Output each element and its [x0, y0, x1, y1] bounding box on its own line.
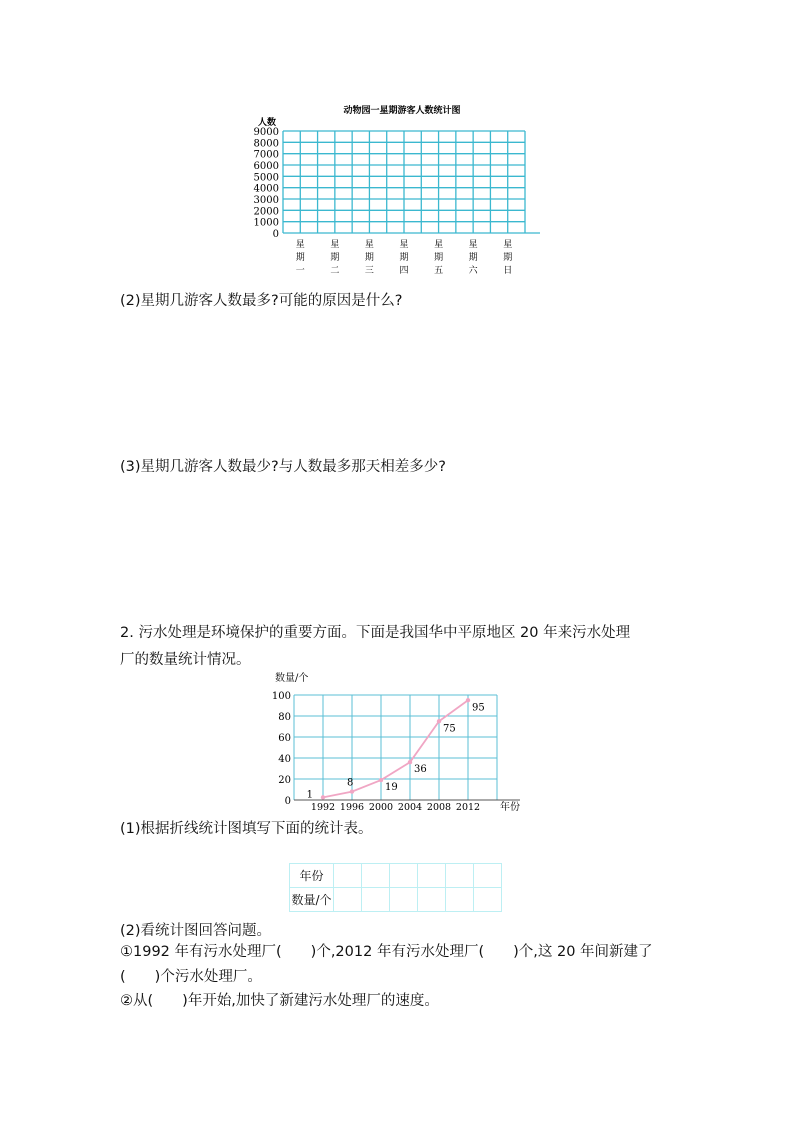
chart-title: 动物园一星期游客人数统计图 — [343, 106, 461, 116]
data-label: 1 — [306, 789, 313, 801]
x-tick-label: 2004 — [397, 802, 423, 813]
x-tick-label: 期 — [330, 253, 340, 263]
y-tick-label: 7000 — [253, 149, 279, 161]
x-tick-label: 星 — [468, 240, 478, 250]
subquestion-2a-line1: ①1992 年有污水处理厂( )个,2012 年有污水处理厂( )个,这 20 年间新建了 — [120, 944, 653, 960]
data-point — [350, 789, 354, 793]
y-tick-label: 3000 — [253, 195, 279, 206]
x-tick-label: 星 — [364, 240, 374, 250]
x-tick-label: 2012 — [455, 802, 481, 813]
y-tick-label: 1000 — [253, 217, 279, 229]
data-point — [466, 698, 470, 702]
table-cell[interactable] — [390, 888, 418, 912]
x-tick-label: 期 — [434, 253, 444, 263]
x-tick-label: 1996 — [339, 802, 365, 813]
table-cell[interactable] — [362, 888, 390, 912]
table-cell[interactable] — [362, 864, 390, 888]
table-row — [290, 864, 502, 888]
x-tick-label: 期 — [295, 253, 305, 263]
data-label: 36 — [414, 764, 427, 776]
x-tick-label: 星 — [503, 240, 513, 250]
y-tick-label: 5000 — [253, 172, 279, 184]
x-tick-label: 星 — [330, 240, 340, 250]
question-3: (3)星期几游客人数最少?与人数最多那天相差多少? — [120, 459, 446, 475]
subquestion-2a-line2: ( )个污水处理厂。 — [120, 969, 262, 985]
question-2: (2)星期几游客人数最多?可能的原因是什么? — [120, 293, 403, 309]
table-cell[interactable] — [418, 888, 446, 912]
data-point — [437, 719, 441, 723]
table-cell[interactable] — [446, 888, 474, 912]
table-cell[interactable] — [390, 864, 418, 888]
fill-in-table — [289, 863, 502, 912]
problem-2-line1: 2. 污水处理是环境保护的重要方面。下面是我国华中平原地区 20 年来污水处理 — [120, 625, 631, 641]
data-label: 19 — [385, 782, 398, 794]
data-label: 95 — [472, 702, 485, 714]
x-tick-label: 2008 — [426, 802, 452, 813]
x-tick-label: 星 — [399, 240, 409, 250]
data-point — [379, 778, 383, 782]
x-tick-label: 日 — [503, 266, 513, 276]
data-point — [321, 795, 325, 799]
y-tick-label: 60 — [278, 733, 291, 744]
subquestion-2b: ②从( )年开始,加快了新建污水处理厂的速度。 — [120, 993, 439, 1009]
x-tick-label: 二 — [330, 266, 340, 276]
table-cell[interactable] — [474, 864, 502, 888]
y-tick-label: 4000 — [253, 183, 279, 195]
x-tick-label: 三 — [364, 266, 374, 276]
x-tick-label: 星 — [434, 240, 444, 250]
x-tick-label: 2000 — [368, 802, 394, 813]
table-cell[interactable] — [418, 864, 446, 888]
y-tick-label: 100 — [271, 691, 291, 702]
y-tick-label: 6000 — [253, 161, 279, 172]
y-tick-label: 0 — [284, 796, 291, 807]
table-cell[interactable] — [334, 888, 362, 912]
x-tick-label: 四 — [399, 266, 409, 276]
table-row — [290, 888, 502, 912]
data-label: 75 — [443, 723, 456, 735]
problem-2-line2: 厂的数量统计情况。 — [120, 652, 251, 668]
row-header-count: 数量/个 — [290, 888, 334, 912]
x-tick-label: 一 — [295, 266, 305, 276]
subquestion-1: (1)根据折线统计图填写下面的统计表。 — [120, 821, 373, 837]
table-cell[interactable] — [334, 864, 362, 888]
x-tick-label: 五 — [434, 266, 444, 276]
y-axis-label: 人数 — [258, 118, 277, 128]
subquestion-2: (2)看统计图回答问题。 — [120, 923, 272, 939]
x-tick-label: 期 — [364, 253, 374, 263]
x-tick-label: 1992 — [310, 802, 336, 813]
y-tick-label: 20 — [278, 775, 291, 786]
y-tick-label: 0 — [272, 229, 279, 240]
x-tick-label: 期 — [503, 253, 513, 263]
y-tick-label: 8000 — [253, 138, 279, 150]
y-tick-label: 40 — [278, 754, 291, 765]
y-tick-label: 9000 — [253, 127, 279, 138]
x-tick-label: 六 — [468, 266, 478, 276]
data-label: 8 — [347, 777, 354, 789]
y-tick-label: 2000 — [253, 206, 279, 218]
x-tick-label: 星 — [295, 240, 305, 250]
row-header-year: 年份 — [290, 864, 334, 888]
y-tick-label: 80 — [278, 712, 291, 723]
data-point — [408, 760, 412, 764]
table-cell[interactable] — [446, 864, 474, 888]
x-tick-label: 期 — [468, 253, 478, 263]
x-axis-label: 年份 — [500, 802, 520, 813]
table-cell[interactable] — [474, 888, 502, 912]
x-tick-label: 期 — [399, 253, 409, 263]
y-axis-label: 数量/个 — [275, 673, 309, 684]
